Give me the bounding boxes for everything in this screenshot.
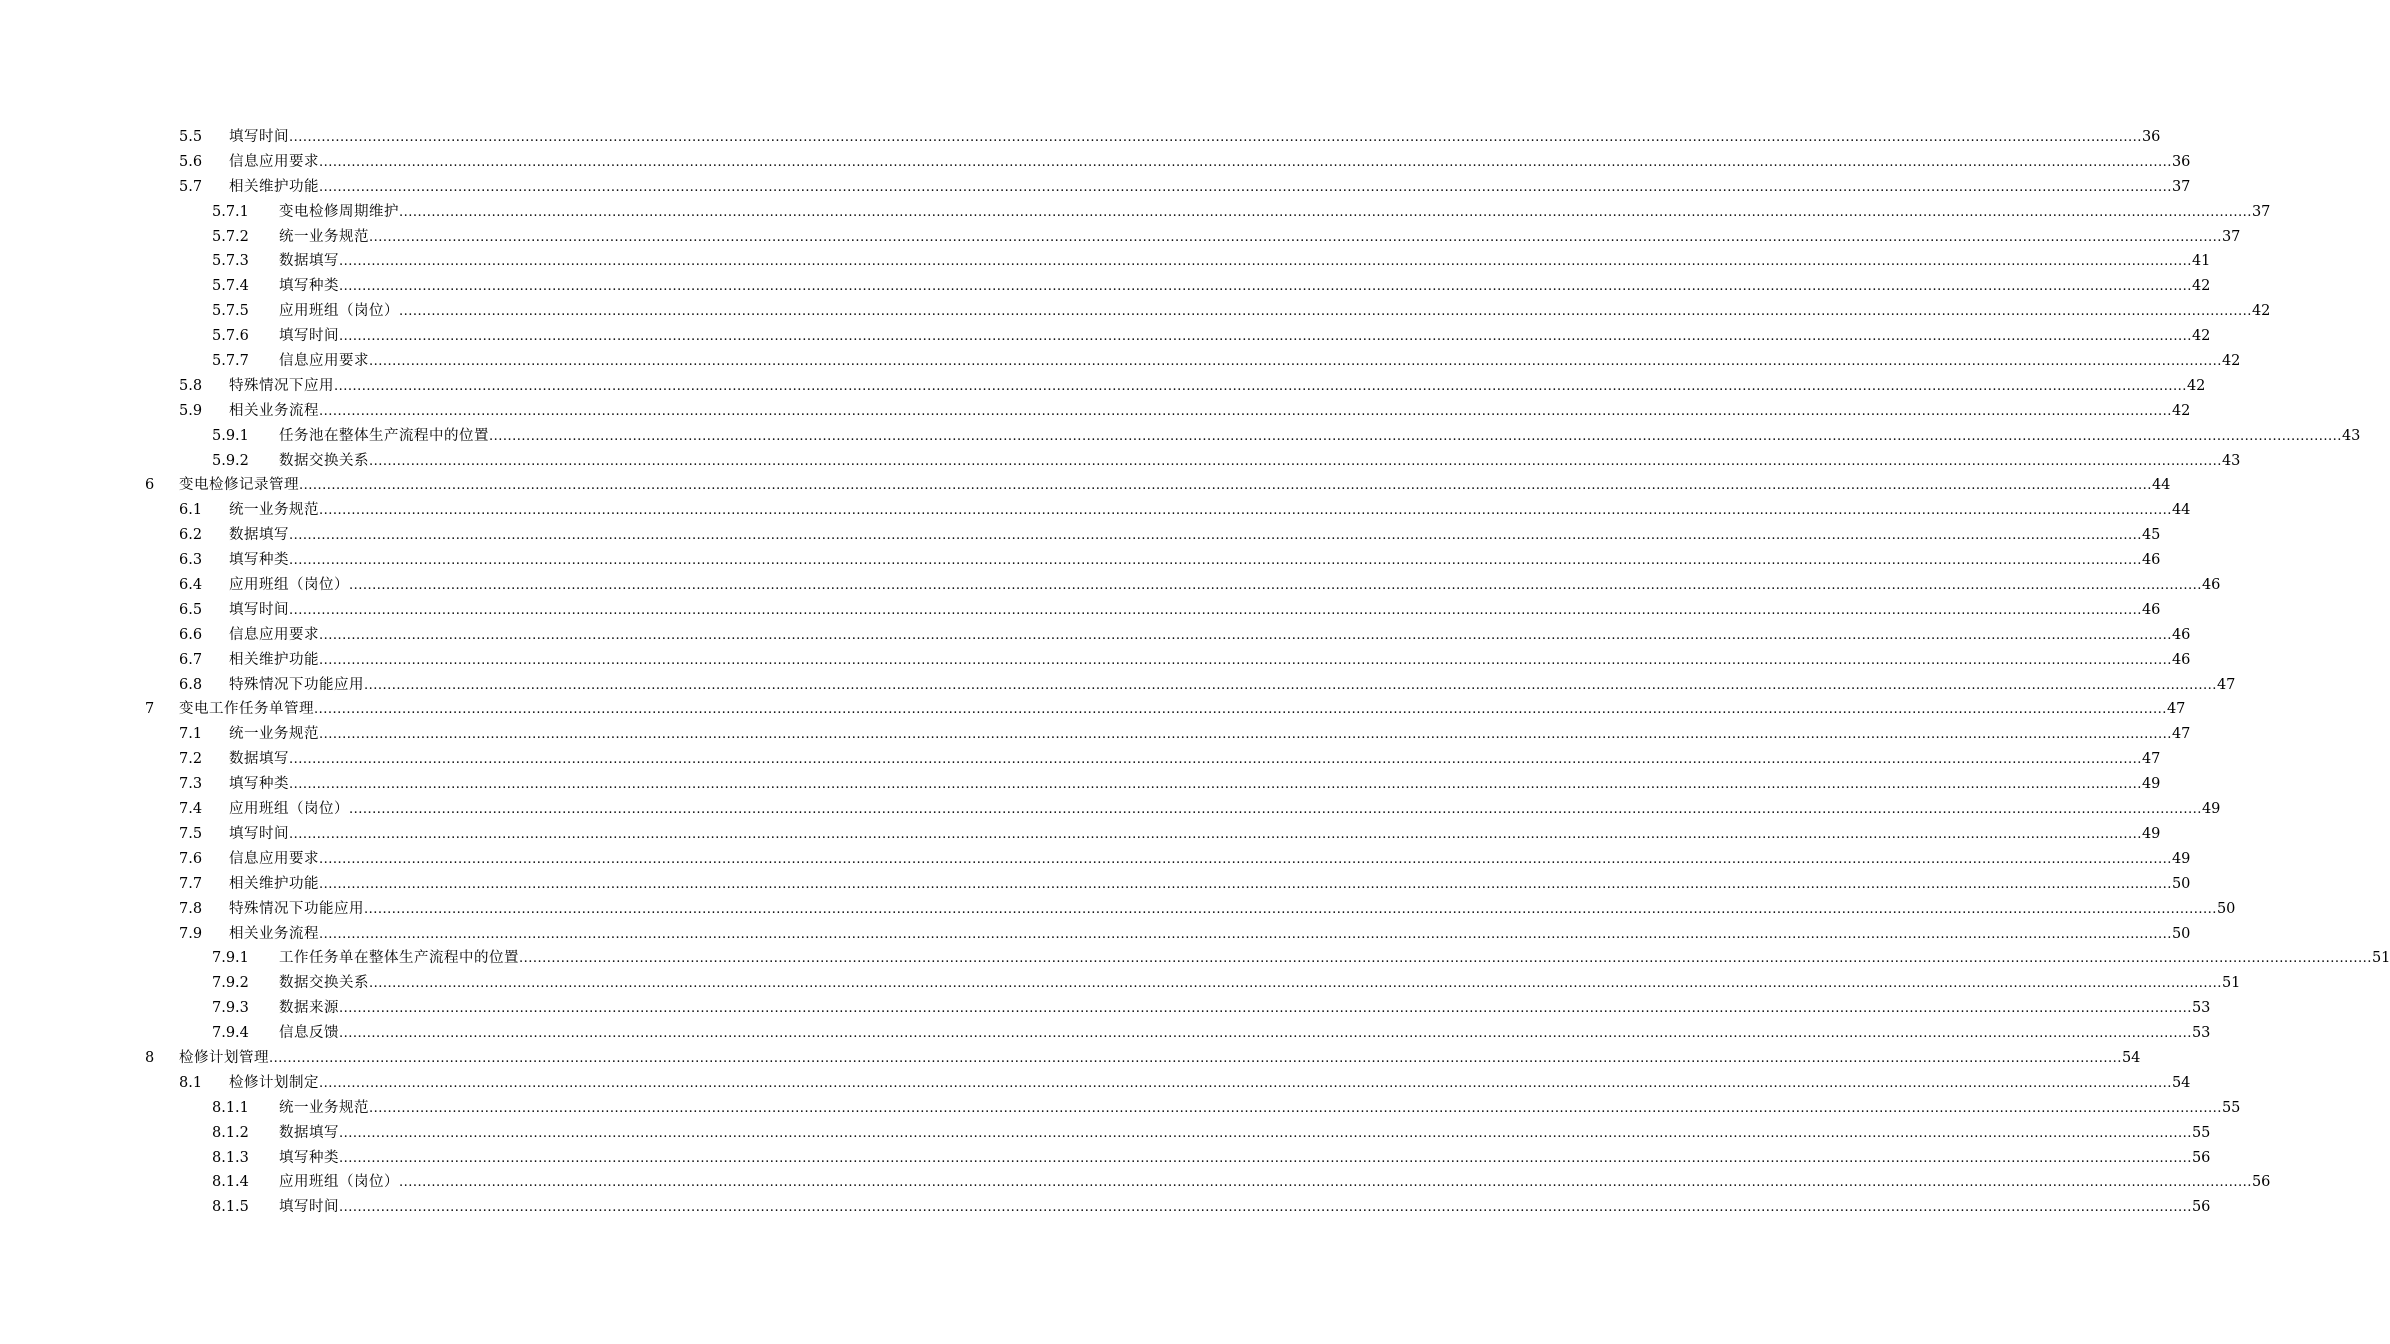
toc-entry-title: 应用班组（岗位） xyxy=(229,577,349,594)
toc-dot-leader: ................................................................................................................................................................................................................................................................................................................................................................................................................ xyxy=(369,1100,2222,1116)
toc-entry[interactable] xyxy=(0,449,2241,474)
toc-entry[interactable] xyxy=(0,473,2171,498)
toc-entry-number: 7.9 xyxy=(179,925,203,942)
toc-entry[interactable] xyxy=(0,673,2236,698)
toc-entry-number: 6.8 xyxy=(179,676,203,693)
toc-entry-line xyxy=(229,150,2191,176)
toc-entry-line xyxy=(229,623,2191,649)
toc-entry[interactable] xyxy=(0,996,2211,1021)
toc-entry-title: 信息应用要求 xyxy=(229,850,319,867)
toc-entry-page-number: 47 xyxy=(2216,676,2236,693)
toc-dot-leader: ................................................................................................................................................................................................................................................................................................................................................................................................................ xyxy=(339,1150,2192,1166)
toc-dot-leader: ................................................................................................................................................................................................................................................................................................................................................................................................................ xyxy=(349,578,2202,594)
toc-entry-page-number: 56 xyxy=(2251,1174,2271,1191)
toc-dot-leader: ................................................................................................................................................................................................................................................................................................................................................................................................................ xyxy=(399,1175,2252,1191)
toc-entry-page-number: 41 xyxy=(2191,253,2211,270)
toc-entry-line xyxy=(229,598,2161,624)
toc-entry-line xyxy=(229,548,2161,574)
toc-entry-page-number: 50 xyxy=(2171,875,2191,892)
toc-dot-leader: ................................................................................................................................................................................................................................................................................................................................................................................................................ xyxy=(339,1200,2192,1216)
toc-entry-number: 8.1 xyxy=(179,1074,203,1091)
toc-entry-line xyxy=(229,922,2191,948)
toc-entry-line xyxy=(229,498,2191,524)
toc-entry-line xyxy=(229,523,2161,549)
toc-entry-title: 检修计划管理 xyxy=(179,1049,269,1066)
toc-entry-title: 信息反馈 xyxy=(279,1025,339,1042)
toc-dot-leader: ................................................................................................................................................................................................................................................................................................................................................................................................................ xyxy=(349,802,2202,818)
toc-entry-title: 填写时间 xyxy=(229,601,289,618)
toc-entry-title: 相关维护功能 xyxy=(229,178,319,195)
toc-entry[interactable] xyxy=(0,324,2211,349)
toc-entry-page-number: 42 xyxy=(2191,278,2211,295)
toc-entry-title: 填写时间 xyxy=(229,129,289,145)
toc-entry-number: 7.6 xyxy=(179,850,203,867)
toc-entry-page-number: 55 xyxy=(2221,1099,2241,1116)
toc-entry[interactable] xyxy=(0,349,2241,374)
toc-entry-page-number: 36 xyxy=(2141,129,2161,145)
toc-entry-page-number: 50 xyxy=(2216,900,2236,917)
toc-entry[interactable] xyxy=(0,399,2191,424)
toc-entry-number: 8.1.1 xyxy=(212,1099,249,1116)
toc-entry[interactable] xyxy=(0,498,2191,523)
toc-entry-page-number: 49 xyxy=(2201,801,2221,818)
toc-entry-title: 数据交换关系 xyxy=(279,452,369,469)
toc-entry[interactable] xyxy=(0,1146,2211,1171)
toc-dot-leader: ................................................................................................................................................................................................................................................................................................................................................................................................................ xyxy=(319,727,2172,743)
toc-entry-title: 相关维护功能 xyxy=(229,875,319,892)
toc-entry-title: 数据填写 xyxy=(279,253,339,270)
toc-entry-number: 5.9 xyxy=(179,402,203,419)
toc-entry-number: 7.3 xyxy=(179,776,203,793)
toc-dot-leader: ................................................................................................................................................................................................................................................................................................................................................................................................................ xyxy=(319,851,2172,867)
toc-entry-line xyxy=(279,449,2241,475)
toc-entry-title: 信息应用要求 xyxy=(229,153,319,170)
toc-dot-leader: ................................................................................................................................................................................................................................................................................................................................................................................................................ xyxy=(299,478,2152,494)
toc-dot-leader: ................................................................................................................................................................................................................................................................................................................................................................................................................ xyxy=(319,179,2172,195)
toc-entry-number: 6.1 xyxy=(179,502,203,519)
toc-dot-leader: ................................................................................................................................................................................................................................................................................................................................................................................................................ xyxy=(314,702,2167,718)
toc-entry-title: 填写时间 xyxy=(279,328,339,345)
toc-entry-page-number: 46 xyxy=(2141,601,2161,618)
toc-entry-number: 7.2 xyxy=(179,751,203,768)
toc-entry-page-number: 37 xyxy=(2171,178,2191,195)
toc-entry[interactable] xyxy=(0,1096,2241,1121)
toc-entry-line xyxy=(279,1195,2211,1221)
toc-entry-page-number: 43 xyxy=(2221,452,2241,469)
toc-entry[interactable] xyxy=(0,200,2271,225)
toc-entry-number: 5.7.1 xyxy=(212,203,249,220)
toc-entry-page-number: 49 xyxy=(2171,850,2191,867)
toc-entry-page-number: 37 xyxy=(2251,203,2271,220)
toc-entry[interactable] xyxy=(0,523,2161,548)
toc-entry[interactable] xyxy=(0,847,2191,872)
toc-entry-number: 5.8 xyxy=(179,377,203,394)
toc-entry[interactable] xyxy=(0,598,2161,623)
toc-entry-number: 7.9.1 xyxy=(212,950,249,967)
toc-entry-line xyxy=(279,299,2271,325)
toc-entry-title: 填写种类 xyxy=(279,1149,339,1166)
toc-dot-leader: ................................................................................................................................................................................................................................................................................................................................................................................................................ xyxy=(319,1075,2172,1091)
toc-entry[interactable] xyxy=(0,1046,2141,1071)
toc-entry[interactable] xyxy=(0,548,2161,573)
toc-dot-leader: ................................................................................................................................................................................................................................................................................................................................................................................................................ xyxy=(399,304,2252,320)
toc-entry-title: 数据交换关系 xyxy=(279,975,369,992)
toc-entry-line xyxy=(229,797,2221,823)
toc-entry-title: 应用班组（岗位） xyxy=(229,801,349,818)
toc-dot-leader: ................................................................................................................................................................................................................................................................................................................................................................................................................ xyxy=(289,777,2142,793)
toc-entry-number: 5.7 xyxy=(179,178,203,195)
toc-dot-leader: ................................................................................................................................................................................................................................................................................................................................................................................................................ xyxy=(339,329,2192,345)
toc-entry-number: 5.6 xyxy=(179,153,203,170)
toc-entry-page-number: 42 xyxy=(2251,303,2271,320)
toc-entry-title: 特殊情况下应用 xyxy=(229,377,334,394)
toc-entry-title: 任务池在整体生产流程中的位置 xyxy=(279,427,489,444)
toc-entry-line xyxy=(229,125,2161,151)
toc-entry-title: 填写时间 xyxy=(279,1199,339,1216)
toc-entry-title: 相关业务流程 xyxy=(229,402,319,419)
toc-entry-page-number: 56 xyxy=(2191,1149,2211,1166)
toc-entry-line xyxy=(279,996,2211,1022)
toc-entry-page-number: 42 xyxy=(2186,377,2206,394)
toc-entry-title: 统一业务规范 xyxy=(229,726,319,743)
toc-entry-number: 5.5 xyxy=(179,129,203,145)
toc-entry-line xyxy=(279,1021,2211,1047)
toc-dot-leader: ................................................................................................................................................................................................................................................................................................................................................................................................................ xyxy=(519,951,2372,967)
toc-entry-page-number: 50 xyxy=(2171,925,2191,942)
toc-entry[interactable] xyxy=(0,722,2191,747)
toc-entry[interactable] xyxy=(0,150,2191,175)
toc-entry[interactable] xyxy=(0,822,2161,847)
toc-entry-number: 6.4 xyxy=(179,577,203,594)
toc-entry-line xyxy=(229,847,2191,873)
toc-entry-number: 7.9.3 xyxy=(212,1000,249,1017)
toc-entry-page-number: 46 xyxy=(2171,651,2191,668)
toc-entry[interactable] xyxy=(0,1170,2271,1195)
toc-entry-number: 7.8 xyxy=(179,900,203,917)
toc-entry-line xyxy=(229,648,2191,674)
toc-entry[interactable] xyxy=(0,897,2236,922)
toc-dot-leader: ................................................................................................................................................................................................................................................................................................................................................................................................................ xyxy=(489,428,2342,444)
toc-entry[interactable] xyxy=(0,175,2191,200)
toc-entry-page-number: 51 xyxy=(2371,950,2390,967)
toc-entry-number: 5.9.1 xyxy=(212,427,249,444)
toc-entry-line xyxy=(279,200,2271,226)
toc-entry-title: 信息应用要求 xyxy=(279,353,369,370)
toc-entry[interactable] xyxy=(0,697,2186,722)
toc-entry-page-number: 47 xyxy=(2141,751,2161,768)
toc-entry-number: 7.9.4 xyxy=(212,1025,249,1042)
toc-entry-page-number: 56 xyxy=(2191,1199,2211,1216)
toc-dot-leader: ................................................................................................................................................................................................................................................................................................................................................................................................................ xyxy=(339,1125,2192,1141)
toc-entry-page-number: 46 xyxy=(2171,626,2191,643)
toc-entry-page-number: 49 xyxy=(2141,825,2161,842)
toc-entry-line xyxy=(279,274,2211,300)
toc-entry-page-number: 49 xyxy=(2141,776,2161,793)
toc-entry-title: 填写时间 xyxy=(229,825,289,842)
toc-entry-line xyxy=(279,1121,2211,1147)
toc-entry-title: 填写种类 xyxy=(229,552,289,569)
toc-entry-page-number: 42 xyxy=(2191,328,2211,345)
table-of-contents xyxy=(0,125,2390,1220)
toc-dot-leader: ................................................................................................................................................................................................................................................................................................................................................................................................................ xyxy=(319,652,2172,668)
toc-entry-number: 5.9.2 xyxy=(212,452,249,469)
toc-dot-leader: ................................................................................................................................................................................................................................................................................................................................................................................................................ xyxy=(319,503,2172,519)
toc-entry-number: 7.1 xyxy=(179,726,203,743)
toc-entry-line xyxy=(279,424,2361,450)
toc-entry[interactable] xyxy=(0,249,2211,274)
toc-entry-line xyxy=(229,374,2206,400)
toc-entry-number: 6.5 xyxy=(179,601,203,618)
toc-entry[interactable] xyxy=(0,125,2161,150)
toc-entry-title: 应用班组（岗位） xyxy=(279,1174,399,1191)
toc-dot-leader: ................................................................................................................................................................................................................................................................................................................................................................................................................ xyxy=(339,254,2192,270)
toc-entry[interactable] xyxy=(0,573,2221,598)
toc-entry-page-number: 43 xyxy=(2341,427,2361,444)
toc-entry-number: 5.7.3 xyxy=(212,253,249,270)
toc-entry[interactable] xyxy=(0,922,2191,947)
toc-entry-page-number: 36 xyxy=(2171,153,2191,170)
toc-entry-title: 工作任务单在整体生产流程中的位置 xyxy=(279,950,519,967)
toc-entry-title: 特殊情况下功能应用 xyxy=(229,676,364,693)
toc-entry-title: 统一业务规范 xyxy=(229,502,319,519)
toc-entry-page-number: 55 xyxy=(2191,1124,2211,1141)
toc-entry-page-number: 53 xyxy=(2191,1000,2211,1017)
toc-entry-line xyxy=(279,225,2241,251)
toc-entry-title: 应用班组（岗位） xyxy=(279,303,399,320)
toc-entry-page-number: 54 xyxy=(2121,1049,2141,1066)
toc-entry-title: 数据来源 xyxy=(279,1000,339,1017)
toc-dot-leader: ................................................................................................................................................................................................................................................................................................................................................................................................................ xyxy=(369,976,2222,992)
toc-entry-number: 5.7.7 xyxy=(212,353,249,370)
toc-entry-line xyxy=(279,1170,2271,1196)
toc-entry-title: 检修计划制定 xyxy=(229,1074,319,1091)
toc-entry-number: 8.1.4 xyxy=(212,1174,249,1191)
toc-dot-leader: ................................................................................................................................................................................................................................................................................................................................................................................................................ xyxy=(289,752,2142,768)
toc-entry[interactable] xyxy=(0,299,2271,324)
toc-entry-number: 5.7.4 xyxy=(212,278,249,295)
toc-entry-title: 变电检修周期维护 xyxy=(279,203,399,220)
toc-entry-title: 信息应用要求 xyxy=(229,626,319,643)
toc-entry-title: 数据填写 xyxy=(229,527,289,544)
toc-entry-number: 7.7 xyxy=(179,875,203,892)
toc-dot-leader: ................................................................................................................................................................................................................................................................................................................................................................................................................ xyxy=(319,154,2172,170)
toc-entry-line xyxy=(279,971,2241,997)
toc-entry-page-number: 47 xyxy=(2171,726,2191,743)
toc-dot-leader: ................................................................................................................................................................................................................................................................................................................................................................................................................ xyxy=(369,354,2222,370)
toc-entry-page-number: 44 xyxy=(2151,477,2171,494)
toc-entry-page-number: 45 xyxy=(2141,527,2161,544)
toc-entry-number: 5.7.5 xyxy=(212,303,249,320)
toc-entry-number: 6.3 xyxy=(179,552,203,569)
toc-entry-line xyxy=(279,249,2211,275)
toc-entry[interactable] xyxy=(0,1121,2211,1146)
toc-entry-title: 填写种类 xyxy=(279,278,339,295)
toc-dot-leader: ................................................................................................................................................................................................................................................................................................................................................................................................................ xyxy=(364,677,2217,693)
toc-entry-number: 8.1.3 xyxy=(212,1149,249,1166)
toc-entry-line xyxy=(279,324,2211,350)
toc-entry-page-number: 46 xyxy=(2141,552,2161,569)
toc-entry-title: 填写种类 xyxy=(229,776,289,793)
toc-entry-page-number: 37 xyxy=(2221,228,2241,245)
toc-dot-leader: ................................................................................................................................................................................................................................................................................................................................................................................................................ xyxy=(369,453,2222,469)
toc-entry-title: 数据填写 xyxy=(279,1124,339,1141)
toc-entry[interactable] xyxy=(0,1021,2211,1046)
toc-entry-number: 6.6 xyxy=(179,626,203,643)
toc-entry-line xyxy=(229,573,2221,599)
toc-entry-page-number: 54 xyxy=(2171,1074,2191,1091)
toc-entry-number: 7.4 xyxy=(179,801,203,818)
toc-entry-line xyxy=(179,473,2171,499)
toc-dot-leader: ................................................................................................................................................................................................................................................................................................................................................................................................................ xyxy=(334,378,2187,394)
toc-entry-line xyxy=(179,1046,2141,1072)
toc-entry-title: 特殊情况下功能应用 xyxy=(229,900,364,917)
toc-entry[interactable] xyxy=(0,797,2221,822)
toc-dot-leader: ................................................................................................................................................................................................................................................................................................................................................................................................................ xyxy=(319,876,2172,892)
toc-entry-line xyxy=(279,349,2241,375)
toc-entry-line xyxy=(229,822,2161,848)
toc-entry[interactable] xyxy=(0,747,2161,772)
toc-entry-page-number: 53 xyxy=(2191,1025,2211,1042)
toc-entry-number: 8.1.2 xyxy=(212,1124,249,1141)
toc-entry-line xyxy=(179,697,2186,723)
toc-entry-page-number: 51 xyxy=(2221,975,2241,992)
toc-entry-page-number: 42 xyxy=(2221,353,2241,370)
toc-entry[interactable] xyxy=(0,648,2191,673)
toc-dot-leader: ................................................................................................................................................................................................................................................................................................................................................................................................................ xyxy=(339,279,2192,295)
toc-dot-leader: ................................................................................................................................................................................................................................................................................................................................................................................................................ xyxy=(319,627,2172,643)
toc-entry-number: 8.1.5 xyxy=(212,1199,249,1216)
toc-entry-number: 8 xyxy=(145,1049,155,1066)
toc-entry-number: 7 xyxy=(145,701,155,718)
toc-dot-leader: ................................................................................................................................................................................................................................................................................................................................................................................................................ xyxy=(339,1026,2192,1042)
toc-entry[interactable] xyxy=(0,1195,2211,1220)
toc-entry[interactable] xyxy=(0,971,2241,996)
toc-dot-leader: ................................................................................................................................................................................................................................................................................................................................................................................................................ xyxy=(319,403,2172,419)
toc-entry-page-number: 44 xyxy=(2171,502,2191,519)
toc-entry[interactable] xyxy=(0,374,2206,399)
toc-entry-line xyxy=(229,897,2236,923)
toc-entry-number: 6 xyxy=(145,477,155,494)
toc-entry-line xyxy=(229,673,2236,699)
toc-entry-title: 数据填写 xyxy=(229,751,289,768)
toc-entry-page-number: 47 xyxy=(2166,701,2186,718)
toc-entry-line xyxy=(229,175,2191,201)
toc-entry[interactable] xyxy=(0,772,2161,797)
toc-dot-leader: ................................................................................................................................................................................................................................................................................................................................................................................................................ xyxy=(269,1050,2122,1066)
toc-entry-title: 统一业务规范 xyxy=(279,228,369,245)
toc-entry-line xyxy=(229,722,2191,748)
toc-entry[interactable] xyxy=(0,623,2191,648)
toc-dot-leader: ................................................................................................................................................................................................................................................................................................................................................................................................................ xyxy=(289,553,2142,569)
toc-entry-number: 5.7.6 xyxy=(212,328,249,345)
toc-entry-line xyxy=(279,1096,2241,1122)
toc-dot-leader: ................................................................................................................................................................................................................................................................................................................................................................................................................ xyxy=(289,602,2142,618)
toc-entry-title: 变电工作任务单管理 xyxy=(179,701,314,718)
toc-entry-number: 6.2 xyxy=(179,527,203,544)
toc-entry-title: 相关业务流程 xyxy=(229,925,319,942)
toc-entry[interactable] xyxy=(0,1071,2191,1096)
toc-entry-line xyxy=(229,399,2191,425)
toc-entry-line xyxy=(229,772,2161,798)
toc-entry-line xyxy=(229,747,2161,773)
toc-entry-page-number: 42 xyxy=(2171,402,2191,419)
toc-entry-line xyxy=(229,1071,2191,1097)
toc-entry-title: 变电检修记录管理 xyxy=(179,477,299,494)
toc-dot-leader: ................................................................................................................................................................................................................................................................................................................................................................................................................ xyxy=(369,229,2222,245)
toc-entry-title: 统一业务规范 xyxy=(279,1099,369,1116)
toc-dot-leader: ................................................................................................................................................................................................................................................................................................................................................................................................................ xyxy=(289,130,2142,145)
toc-entry[interactable] xyxy=(0,274,2211,299)
toc-entry[interactable] xyxy=(0,946,2390,971)
toc-entry-number: 7.5 xyxy=(179,825,203,842)
toc-entry-page-number: 46 xyxy=(2201,577,2221,594)
toc-dot-leader: ................................................................................................................................................................................................................................................................................................................................................................................................................ xyxy=(289,528,2142,544)
toc-entry[interactable] xyxy=(0,225,2241,250)
toc-entry-number: 6.7 xyxy=(179,651,203,668)
toc-dot-leader: ................................................................................................................................................................................................................................................................................................................................................................................................................ xyxy=(399,204,2252,220)
toc-entry-title: 相关维护功能 xyxy=(229,651,319,668)
toc-entry-number: 7.9.2 xyxy=(212,975,249,992)
toc-dot-leader: ................................................................................................................................................................................................................................................................................................................................................................................................................ xyxy=(364,901,2217,917)
toc-entry[interactable] xyxy=(0,872,2191,897)
toc-dot-leader: ................................................................................................................................................................................................................................................................................................................................................................................................................ xyxy=(289,826,2142,842)
toc-entry-number: 5.7.2 xyxy=(212,228,249,245)
toc-dot-leader: ................................................................................................................................................................................................................................................................................................................................................................................................................ xyxy=(319,926,2172,942)
toc-entry[interactable] xyxy=(0,424,2361,449)
toc-entry-line xyxy=(279,946,2390,972)
toc-dot-leader: ................................................................................................................................................................................................................................................................................................................................................................................................................ xyxy=(339,1001,2192,1017)
toc-entry-line xyxy=(279,1146,2211,1172)
toc-entry-line xyxy=(229,872,2191,898)
